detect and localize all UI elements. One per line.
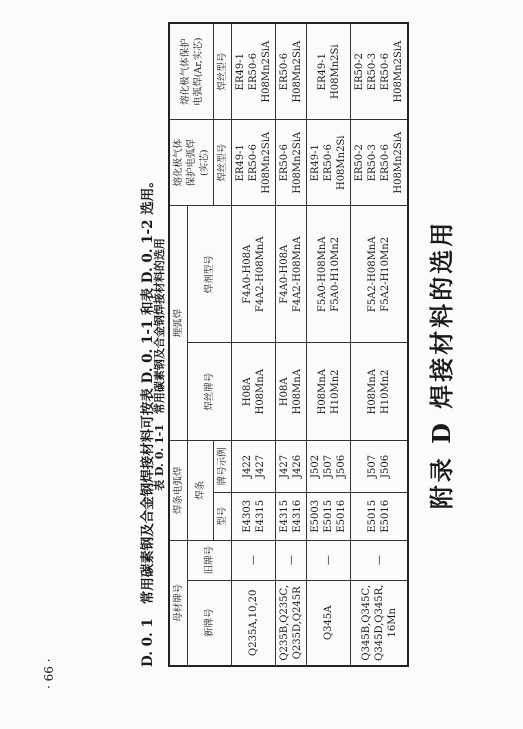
table-row: [307, 23, 351, 666]
cell-saw-wire-grade: H08MnA H10Mn2: [351, 343, 409, 441]
cell-flux-wire-model: F4A0-H08A F4A2-H08MnA: [276, 206, 307, 343]
header-new-grade: 新牌号: [188, 580, 232, 666]
table-caption-number: 表 D. 0. 1-1: [153, 424, 166, 491]
cell-old-grade: —: [351, 540, 409, 580]
table-caption: [151, 0, 167, 729]
cell-new-grade: Q235B,Q235C, Q235D,Q245R: [276, 580, 307, 666]
header-model: 型号: [214, 492, 232, 540]
cell-electrode-example: J507 J506: [351, 441, 409, 493]
cell-saw-wire-grade: H08MnA H10Mn2: [307, 343, 351, 441]
header-gtaw-wire-model: 焊丝型号: [214, 23, 232, 120]
page-number: · 66 ·: [42, 658, 56, 689]
header-gmaw: 熔化极气体 保护电弧焊 (实芯): [169, 120, 214, 206]
table-body: [232, 23, 409, 666]
cell-new-grade: Q235A,10,20: [232, 580, 276, 666]
cell-gmaw-wire-model: ER50-6 H08Mn2SiA: [276, 120, 307, 206]
header-gtaw: 熔化极气体保护 电弧焊(Ar,实芯): [169, 23, 214, 120]
cell-old-grade: —: [276, 540, 307, 580]
cell-electrode-example: J427 J426: [276, 441, 307, 493]
section-text: 常用碳素钢及合金钢焊接材料可按表 D. 0. 1-1 和表 D. 0. 1-2 选用。: [140, 174, 156, 605]
header-grade-example: 牌号示例: [214, 441, 232, 493]
cell-gmaw-wire-model: ER49-1 ER50-6 H08Mn2Si: [307, 120, 351, 206]
cell-gtaw-wire-model: ER50-2 ER50-3 ER50-6 H08Mn2SiA: [351, 23, 409, 120]
cell-gtaw-wire-model: ER49-1 H08Mn2Si: [307, 23, 351, 120]
table-row: [276, 23, 307, 666]
header-old-grade: 旧牌号: [188, 540, 232, 580]
cell-saw-wire-grade: H08A H08MnA: [276, 343, 307, 441]
cell-electrode-model: E4303 E4315: [232, 492, 276, 540]
cell-electrode-model: E4315 E4316: [276, 492, 307, 540]
cell-old-grade: —: [232, 540, 276, 580]
cell-flux-wire-model: F5A0-H08MnA F5A0-H10Mn2: [307, 206, 351, 343]
cell-old-grade: —: [307, 540, 351, 580]
header-smaw: 焊条电弧焊: [169, 441, 188, 541]
cell-gtaw-wire-model: ER49-1 ER50-6 H08Mn2SiA: [232, 23, 276, 120]
appendix-heading: 附录 D 焊接材料的选用: [427, 219, 456, 510]
cell-gmaw-wire-model: ER50-2 ER50-3 ER50-6 H08Mn2SiA: [351, 120, 409, 206]
section-number: D. 0. 1: [140, 618, 156, 667]
header-electrode: 焊条: [188, 441, 214, 541]
header-gmaw-wire-model: 焊丝型号: [214, 120, 232, 206]
table-caption-title: 常用碳素钢及合金钢焊接材料的选用: [153, 238, 166, 415]
header-flux-wire-model: 焊剂型号: [188, 206, 232, 343]
cell-gtaw-wire-model: ER50-6 H08Mn2SiA: [276, 23, 307, 120]
cell-flux-wire-model: F4A0-H08A F4A2-H08MnA: [232, 206, 276, 343]
cell-electrode-model: E5015 E5016: [351, 492, 409, 540]
cell-new-grade: Q345B,Q345C, Q345D,Q345R, 16Mn: [351, 580, 409, 666]
header-base-material: 母材牌号: [169, 540, 188, 666]
cell-gmaw-wire-model: ER49-1 ER50-6 H08Mn2SiA: [232, 120, 276, 206]
header-saw: 埋弧焊: [169, 206, 188, 441]
cell-new-grade: Q345A: [307, 580, 351, 666]
cell-flux-wire-model: F5A2-H08MnA F5A2-H10Mn2: [351, 206, 409, 343]
welding-materials-table: [168, 22, 409, 667]
cell-electrode-example: J422 J427: [232, 441, 276, 493]
header-wire-grade: 焊丝牌号: [188, 343, 232, 441]
cell-electrode-example: J502 J507 J506: [307, 441, 351, 493]
table-row: [351, 23, 409, 666]
cell-saw-wire-grade: H08A H08MnA: [232, 343, 276, 441]
table-row: [232, 23, 276, 666]
cell-electrode-model: E5003 E5015 E5016: [307, 492, 351, 540]
